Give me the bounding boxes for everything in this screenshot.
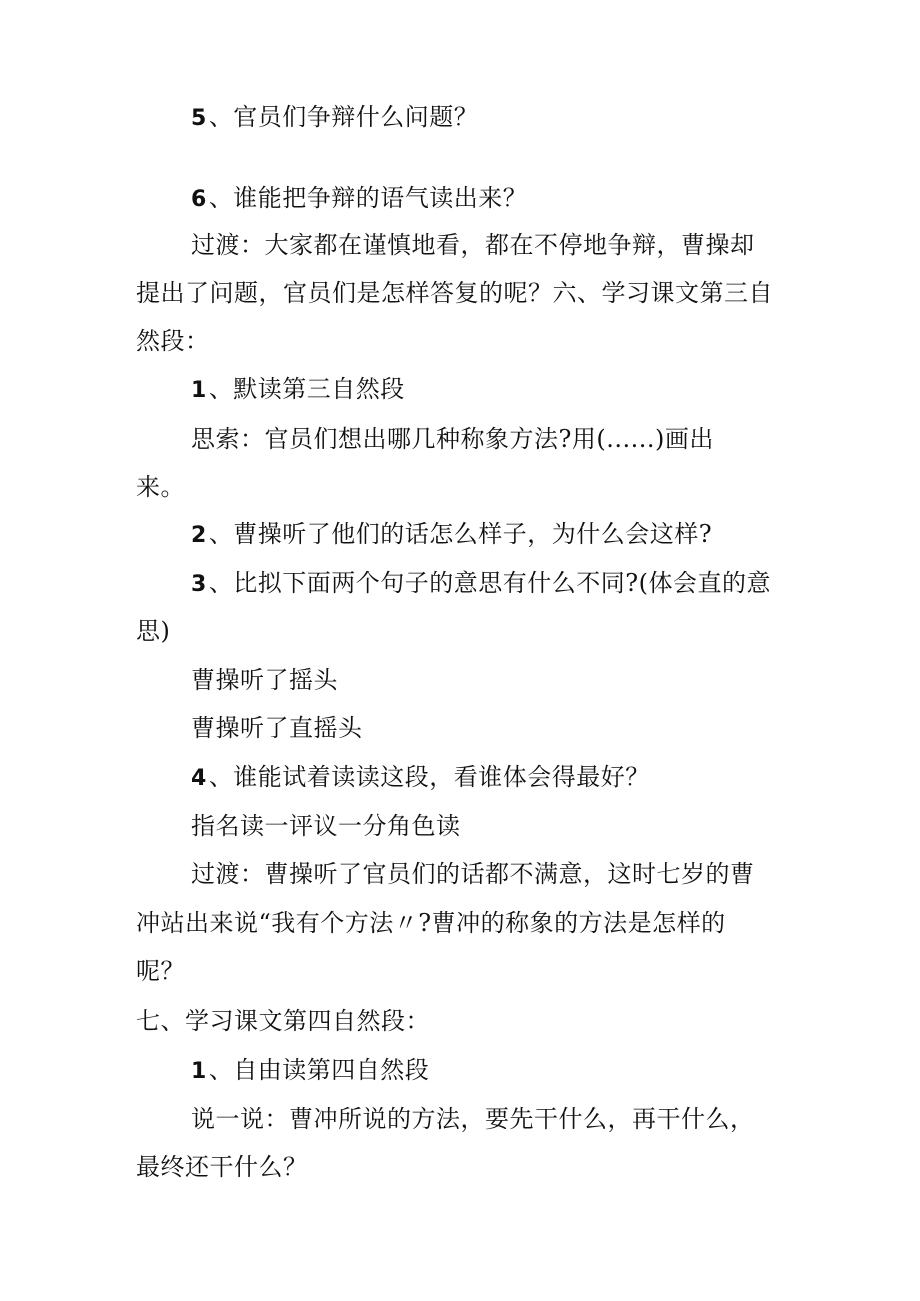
discussion-line-2: 最终还干什么？ <box>136 1153 308 1181</box>
discussion-line-1: 说一说：曹冲所说的方法，要先干什么，再干什么， <box>191 1105 755 1133</box>
section-seven-heading: 七、学习课文第四自然段： <box>136 1007 430 1035</box>
line-text: 、谁能试着读读这段，看谁体会得最好？ <box>208 763 650 791</box>
transition-paragraph-line-3: 然段： <box>136 327 210 355</box>
transition-2-line-2: 冲站出来说“我有个方法〃?曹冲的称象的方法是怎样的 <box>136 909 726 937</box>
transition-paragraph-line-1: 过渡：大家都在谨慎地看，都在不停地争辩，曹操却 <box>191 231 755 259</box>
step-4 <box>191 762 650 794</box>
think-paragraph-line-2: 来。 <box>136 473 185 501</box>
line-text: 、自由读第四自然段 <box>208 1056 430 1084</box>
reading-activity: 指名读一评议一分角色读 <box>191 812 461 840</box>
line-text: 、官员们争辩什么问题？ <box>208 103 479 131</box>
step-3-continued: 思) <box>136 617 171 645</box>
question-5 <box>191 102 478 134</box>
item-number: 6 <box>191 187 207 212</box>
transition-paragraph-line-2: 提出了问题，官员们是怎样答复的呢？六、学习课文第三自 <box>136 279 773 307</box>
step-1-silent-read <box>191 374 405 406</box>
think-paragraph-line-1: 思索：官员们想出哪几种称象方法?用(......)画出 <box>191 425 714 453</box>
line-text: 、曹操听了他们的话怎么样子，为什么会这样? <box>208 520 713 548</box>
line-text: 、默读第三自然段 <box>208 375 405 403</box>
transition-2-line-3: 呢？ <box>136 957 185 985</box>
item-number: 4 <box>191 766 207 791</box>
example-sentence-1: 曹操听了摇头 <box>191 666 338 694</box>
transition-2-line-1: 过渡：曹操听了官员们的话都不满意，这时七岁的曹 <box>191 860 755 888</box>
line-text: 、谁能把争辩的语气读出来？ <box>208 184 528 212</box>
item-number: 2 <box>191 523 207 548</box>
step-1-free-read <box>191 1055 429 1087</box>
item-number: 1 <box>191 378 207 403</box>
item-number: 5 <box>191 106 207 131</box>
line-text: 、比拟下面两个句子的意思有什么不同?(体会直的意 <box>208 569 772 597</box>
step-2 <box>191 519 712 551</box>
item-number: 1 <box>191 1059 207 1084</box>
question-6 <box>191 183 527 215</box>
step-3 <box>191 568 771 600</box>
item-number: 3 <box>191 572 207 597</box>
example-sentence-2: 曹操听了直摇头 <box>191 714 363 742</box>
